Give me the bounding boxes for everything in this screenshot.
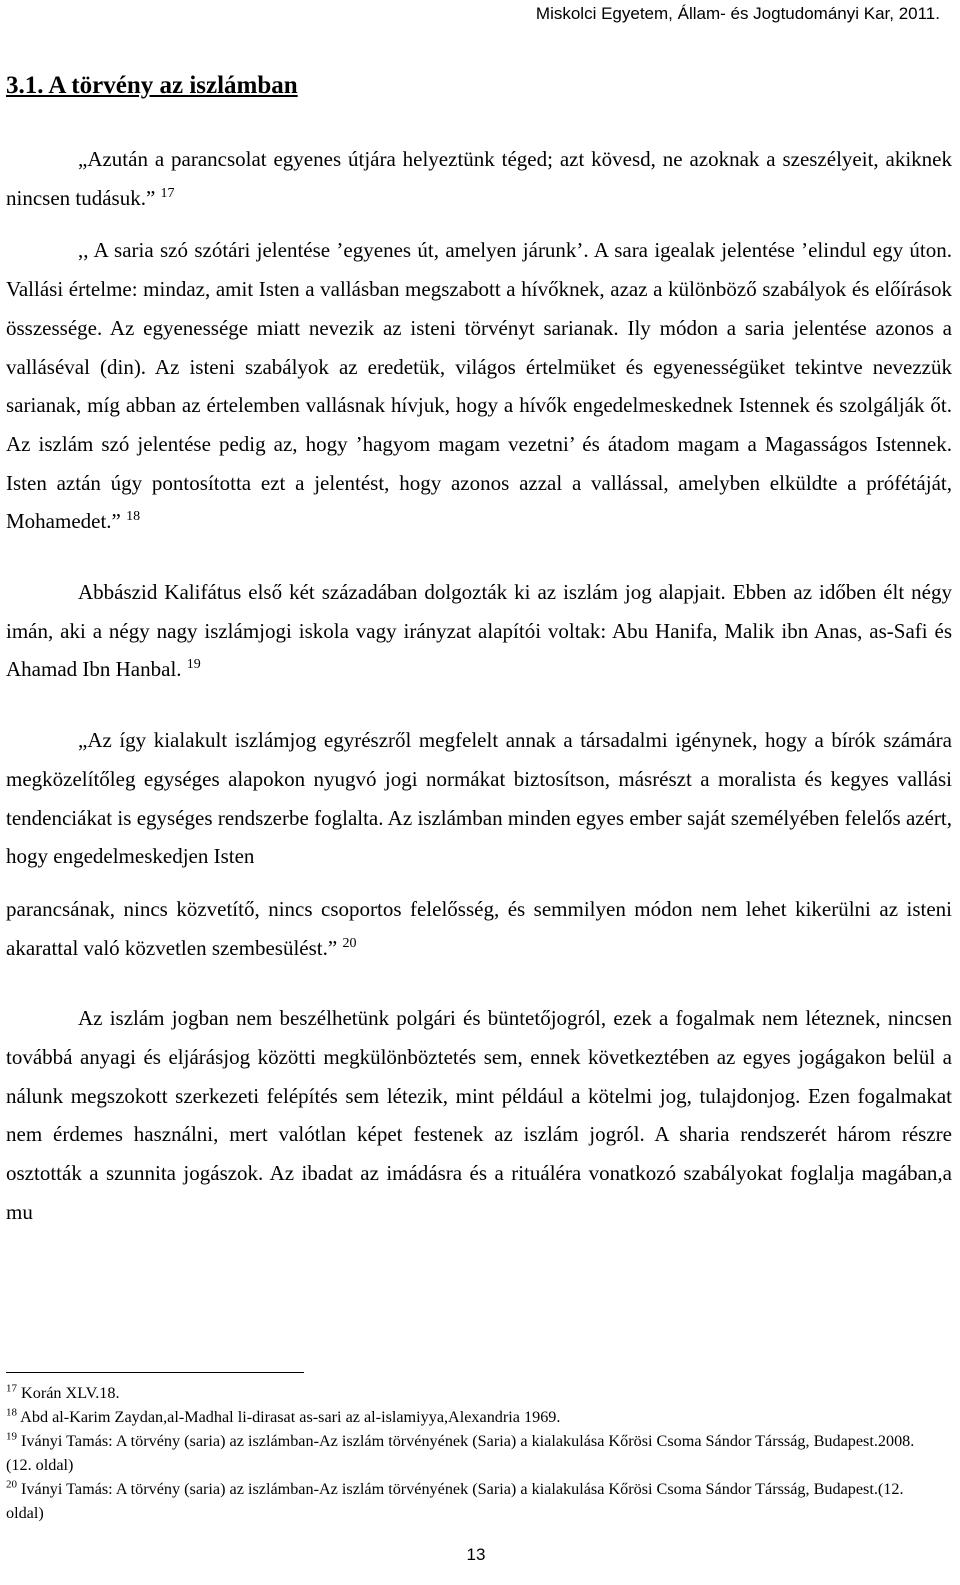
paragraph <box>6 999 952 1231</box>
footnote <box>6 1405 926 1429</box>
footnote-ref: 17 <box>160 185 175 201</box>
page-header: Miskolci Egyetem, Állam- és Jogtudományi Kar, 2011. <box>535 4 940 23</box>
page-number: 13 <box>466 1545 486 1564</box>
quote-paragraph <box>6 140 952 217</box>
footnote-ref: 20 <box>342 935 357 951</box>
footnote <box>6 1477 926 1525</box>
footnote-number: 20 <box>6 1478 17 1491</box>
paragraph <box>6 721 952 876</box>
paragraph-text: Az iszlám jogban nem beszélhetünk polgári és büntetőjogról, ezek a fogalmak nem léteznek, nincsen továbbá anyagi és eljárásjog közötti megkülönböztetés sem, ennek következtében az egyes jogágakon belül a nálunk megszokott szerkezeti felépítés sem létezik, mint például a kötelmi jog, tulajdonjog. Ezen fogalmakat nem érdemes használni, mert valótlan képet festenek az iszlám jogról. A sharia rendszerét három részre osztották a szunnita jogászok. Az ibadat az imádásra és a rituáléra vonatkozó szabályokat foglalja magában,a mu <box>6 1006 952 1224</box>
footnote-number: 18 <box>6 1406 17 1419</box>
section-heading: 3.1. A törvény az iszlámban <box>6 72 298 99</box>
footnote <box>6 1429 926 1477</box>
footnote-number: 17 <box>6 1382 17 1395</box>
paragraph-text: „Az így kialakult iszlámjog egyrészről megfelelt annak a társadalmi igénynek, hogy a bírók számára megközelítőleg egységes alapokon nyugvó jogi normákat biztosítson, másrészt a moralista és kegyes vallási tendenciákat is egységes rendszerbe foglalta. Az iszlámban minden egyes ember saját személyében felelős azért, hogy engedelmeskedjen Isten <box>6 728 952 869</box>
paragraph <box>6 573 952 689</box>
paragraph-text: Abbászid Kalifátus első két századában dolgozták ki az iszlám jog alapjait. Ebben az időben élt négy imán, aki a négy nagy iszlámjogi iskola vagy irányzat alapítói voltak: Abu Hanifa, Malik ibn Anas, as-Safi és Ahamad Ibn Hanbal. <box>6 580 952 682</box>
footnote-separator <box>6 1372 304 1373</box>
footnote-text: Iványi Tamás: A törvény (saria) az iszlámban-Az iszlám törvényének (Saria) a kialakulása Kőrösi Csoma Sándor Társság, Budapest.(12. oldal) <box>6 1480 904 1522</box>
paragraph <box>6 890 952 967</box>
body-text <box>6 140 952 1232</box>
footnote-text: Korán XLV.18. <box>21 1384 120 1402</box>
footnotes <box>6 1381 926 1525</box>
quote-text: „Azután a parancsolat egyenes útjára helyeztünk téged; azt kövesd, ne azoknak a szeszélyeit, akiknek nincsen tudásuk.” <box>6 147 952 210</box>
footnote-ref: 19 <box>186 657 201 673</box>
paragraph <box>6 231 952 541</box>
footnote-number: 19 <box>6 1430 17 1443</box>
paragraph-text: ,, A saria szó szótári jelentése ’egyenes út, amelyen járunk’. A sara igealak jelentése ’elindul egy úton. Vallási értelme: mindaz, amit Isten a vallásban megszabott a hívőknek, azaz a különböző szabályok és előírások összessége. Az egyenessége miatt nevezik az isteni törvényt sarianak. Ily módon a saria jelentése azonos a valláséval (din). Az isteni szabályok az eredetük, világos értelmüket és egyenességüket tekintve nevezzük sarianak, míg abban az értelemben vallásnak hívjuk, hogy a hívők engedelmeskednek Istennek és szolgálják őt. Az iszlám szó jelentése pedig az, hogy ’hagyom magam vezetni’ és átadom magam a Magasságos Istennek. Isten aztán úgy pontosította ezt a jelentést, hogy azonos azzal a vallással, amelyben elküldte a prófétáját, Mohamedet.” <box>6 238 952 534</box>
paragraph-text: parancsának, nincs közvetítő, nincs csoportos felelősség, és semmilyen módon nem lehet kikerülni az isteni akarattal való közvetlen szembesülést.” <box>6 896 952 960</box>
footnote-text: Abd al-Karim Zaydan,al-Madhal li-dirasat as-sari az al-islamiyya,Alexandria 1969. <box>20 1408 561 1426</box>
footnote <box>6 1381 926 1405</box>
footnote-text: Iványi Tamás: A törvény (saria) az iszlámban-Az iszlám törvényének (Saria) a kialakulása Kőrösi Csoma Sándor Társság, Budapest.2008.(12. oldal) <box>6 1432 915 1474</box>
footnote-ref: 18 <box>126 509 141 525</box>
